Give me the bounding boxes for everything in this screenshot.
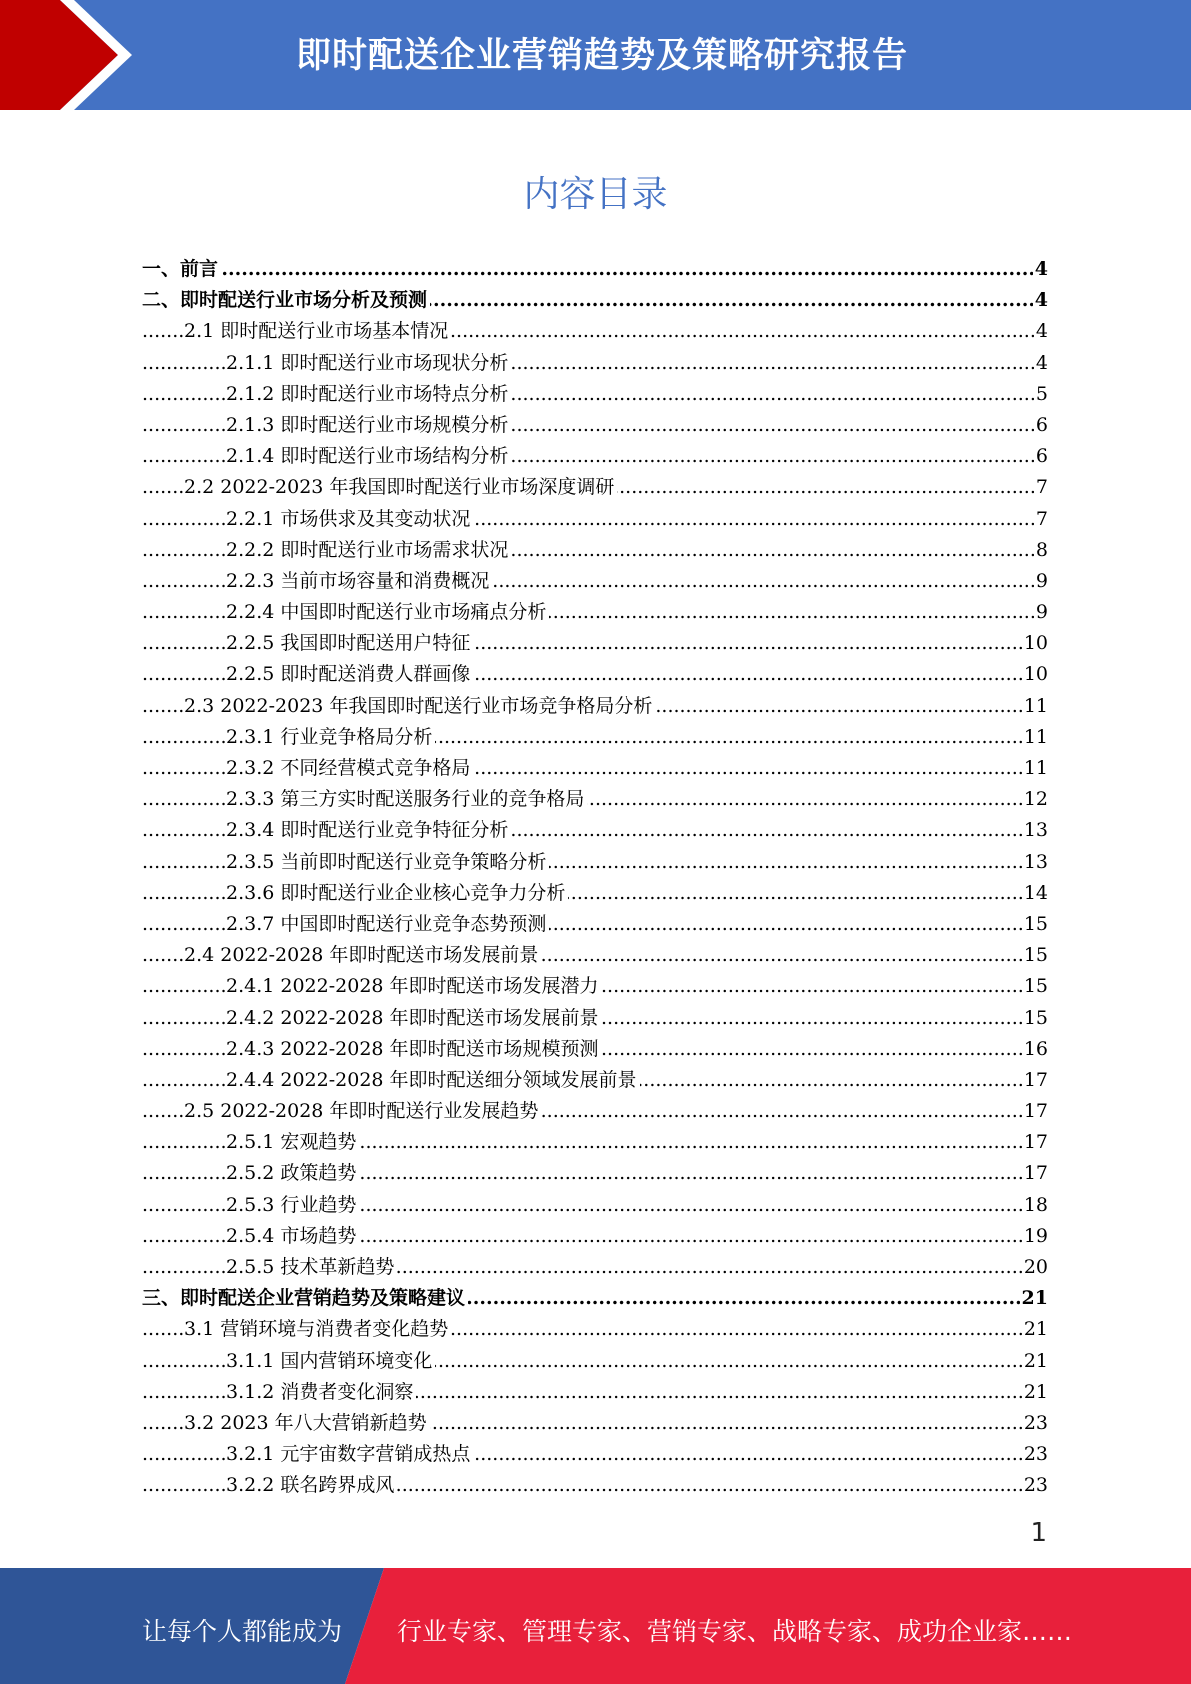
toc-entry[interactable] [142,1470,1048,1501]
toc-entry-label: 2.4.3 2022-2028 年即时配送市场规模预测 [226,1038,602,1060]
toc-entry-page: 11 [1022,722,1048,753]
toc-entry-page: 21 [1022,1346,1048,1377]
toc-entry[interactable] [142,1221,1048,1252]
toc-entry-label: 3.2.1 元宇宙数字营销成热点 [226,1443,473,1465]
toc-entry[interactable] [142,1127,1048,1158]
toc-entry-page: 6 [1034,441,1048,472]
toc-entry[interactable] [142,628,1048,659]
toc-entry[interactable] [142,1003,1048,1034]
toc-entry[interactable] [142,815,1048,846]
toc-entry-label: 2.3.2 不同经营模式竞争格局 [226,757,473,779]
toc-entry-label: 3.1.2 消费者变化洞察 [226,1381,416,1403]
toc-entry-label: 三、即时配送企业营销趋势及策略建议 [142,1287,468,1309]
toc-entry[interactable] [142,1377,1048,1408]
toc-entry-label: 2.3.6 即时配送行业企业核心竞争力分析 [226,882,568,904]
report-header-banner [0,0,1191,110]
toc-entry-label: 2.4.4 2022-2028 年即时配送细分领域发展前景 [226,1069,640,1091]
toc-entry-page: 21 [1022,1377,1048,1408]
toc-entry[interactable] [142,1439,1048,1470]
toc-entry[interactable] [142,691,1048,722]
toc-entry[interactable] [142,472,1048,503]
toc-entry[interactable] [142,348,1048,379]
footer-slogan-left: 让每个人都能成为 [142,1617,343,1646]
toc-entry-label: 2.3.4 即时配送行业竞争特征分析 [226,819,511,841]
toc-entry-label: 一、前言 [142,258,221,280]
toc-entry-page: 15 [1022,909,1048,940]
toc-entry-label: 2.3 2022-2023 年我国即时配送行业市场竞争格局分析 [184,695,655,717]
toc-entry-page: 6 [1034,410,1048,441]
toc-entry-page: 4 [1034,348,1048,379]
toc-entry[interactable] [142,971,1048,1002]
toc-entry-page: 17 [1022,1158,1048,1189]
toc-entry-page: 5 [1034,379,1048,410]
toc-entry-page: 20 [1022,1252,1048,1283]
toc-entry[interactable] [142,1314,1048,1345]
toc-entry-label: 2.3.5 当前即时配送行业竞争策略分析 [226,851,549,873]
toc-entry-label: 2.2.4 中国即时配送行业市场痛点分析 [226,601,549,623]
toc-entry-label: 2.5.2 政策趋势 [226,1162,359,1184]
toc-entry-label: 2.1.3 即时配送行业市场规模分析 [226,414,511,436]
toc-entry[interactable] [142,1252,1048,1283]
toc-entry[interactable] [142,1158,1048,1189]
toc-entry[interactable] [142,379,1048,410]
toc-entry[interactable] [142,847,1048,878]
toc-entry-page: 10 [1022,628,1048,659]
toc-entry-page: 9 [1034,566,1048,597]
toc-entry-label: 2.3.1 行业竞争格局分析 [226,726,435,748]
toc-entry[interactable] [142,909,1048,940]
toc-entry[interactable] [142,722,1048,753]
toc-entry-label: 3.2 2023 年八大营销新趋势 [184,1412,430,1434]
toc-entry[interactable] [142,1346,1048,1377]
toc-entry[interactable] [142,441,1048,472]
toc-entry-page: 14 [1022,878,1048,909]
toc-entry-label: 2.2 2022-2023 年我国即时配送行业市场深度调研 [184,476,617,498]
toc-entry-page: 11 [1022,753,1048,784]
toc-entry[interactable] [142,940,1048,971]
toc-entry-label: 2.5 2022-2028 年即时配送行业发展趋势 [184,1100,541,1122]
toc-entry-page: 15 [1022,1003,1048,1034]
toc-entry-label: 2.4 2022-2028 年即时配送市场发展前景 [184,944,541,966]
toc-entry-label: 2.2.1 市场供求及其变动状况 [226,508,473,530]
toc-entry-label: 2.5.3 行业趋势 [226,1194,359,1216]
toc-entry-label: 2.2.3 当前市场容量和消费概况 [226,570,492,592]
toc-entry-page: 7 [1034,504,1048,535]
toc-entry[interactable] [142,784,1048,815]
toc-entry-page: 19 [1022,1221,1048,1252]
toc-entry-label: 2.5.1 宏观趋势 [226,1131,359,1153]
toc-entry-page: 23 [1022,1408,1048,1439]
toc-entry-page: 17 [1022,1065,1048,1096]
toc-entry[interactable] [142,535,1048,566]
toc-entry-label: 2.5.4 市场趋势 [226,1225,359,1247]
toc-entry-label: 2.3.7 中国即时配送行业竞争态势预测 [226,913,549,935]
toc-entry-label: 2.4.2 2022-2028 年即时配送市场发展前景 [226,1007,602,1029]
toc-entry-page: 4 [1033,254,1048,285]
toc-entry-page: 12 [1022,784,1048,815]
toc-entry-label: 2.2.5 我国即时配送用户特征 [226,632,473,654]
toc-entry-page: 4 [1033,285,1048,316]
toc-entry-page: 17 [1022,1096,1048,1127]
toc-entry[interactable] [142,753,1048,784]
toc-entry-page: 13 [1022,847,1048,878]
toc-entry[interactable] [142,316,1048,347]
toc-entry-page: 9 [1034,597,1048,628]
toc-entry[interactable] [142,504,1048,535]
footer-banner [0,1568,1191,1684]
toc-entry-page: 11 [1022,691,1048,722]
toc-entry[interactable] [142,1408,1048,1439]
toc-entry[interactable] [142,1096,1048,1127]
toc-entry[interactable] [142,566,1048,597]
toc-entry[interactable] [142,1065,1048,1096]
toc-entry-label: 2.3.3 第三方实时配送服务行业的竞争格局 [226,788,587,810]
toc-entry-page: 4 [1034,316,1048,347]
toc-entry-label: 2.1 即时配送行业市场基本情况 [184,320,451,342]
toc-entry-page: 15 [1022,940,1048,971]
toc-entry-page: 10 [1022,659,1048,690]
chevron-arrow-icon [0,0,160,110]
toc-entry-label: 2.2.2 即时配送行业市场需求状况 [226,539,511,561]
toc-entry[interactable] [142,285,1048,316]
toc-entry-page: 15 [1022,971,1048,1002]
footer-slogan-right: 行业专家、管理专家、营销专家、战略专家、成功企业家…… [397,1617,1073,1646]
toc-entry[interactable] [142,410,1048,441]
toc-entry-label: 2.2.5 即时配送消费人群画像 [226,663,473,685]
toc-entry-page: 23 [1022,1439,1048,1470]
toc-entry-label: 3.1 营销环境与消费者变化趋势 [184,1318,451,1340]
toc-entry-label: 二、即时配送行业市场分析及预测 [142,289,430,311]
toc-entry-label: 2.1.2 即时配送行业市场特点分析 [226,383,511,405]
toc-heading: 内容目录 [523,174,668,215]
toc-entry-label: 2.1.4 即时配送行业市场结构分析 [226,445,511,467]
page-number: 1 [1030,1518,1047,1548]
toc-entry[interactable] [142,597,1048,628]
toc-entry[interactable] [142,254,1048,285]
toc-entry-label: 3.2.2 联名跨界成风 [226,1474,397,1496]
toc-entry-page: 21 [1022,1314,1048,1345]
toc-entry-page: 8 [1034,535,1048,566]
toc-entry[interactable] [142,659,1048,690]
toc-entry-label: 2.4.1 2022-2028 年即时配送市场发展潜力 [226,975,602,997]
table-of-contents [142,254,1048,1502]
toc-entry-page: 17 [1022,1127,1048,1158]
toc-entry-page: 16 [1022,1034,1048,1065]
toc-entry[interactable] [142,1283,1048,1314]
toc-entry[interactable] [142,878,1048,909]
report-title: 即时配送企业营销趋势及策略研究报告 [296,36,909,76]
toc-entry-label: 2.5.5 技术革新趋势 [226,1256,397,1278]
toc-entry-label: 3.1.1 国内营销环境变化 [226,1350,435,1372]
toc-entry[interactable] [142,1034,1048,1065]
toc-entry-page: 13 [1022,815,1048,846]
toc-entry-page: 23 [1022,1470,1048,1501]
toc-entry-page: 7 [1034,472,1048,503]
toc-entry[interactable] [142,1190,1048,1221]
toc-entry-label: 2.1.1 即时配送行业市场现状分析 [226,352,511,374]
toc-entry-page: 21 [1020,1283,1048,1314]
toc-leader-dots [142,254,1048,285]
toc-entry-page: 18 [1022,1190,1048,1221]
